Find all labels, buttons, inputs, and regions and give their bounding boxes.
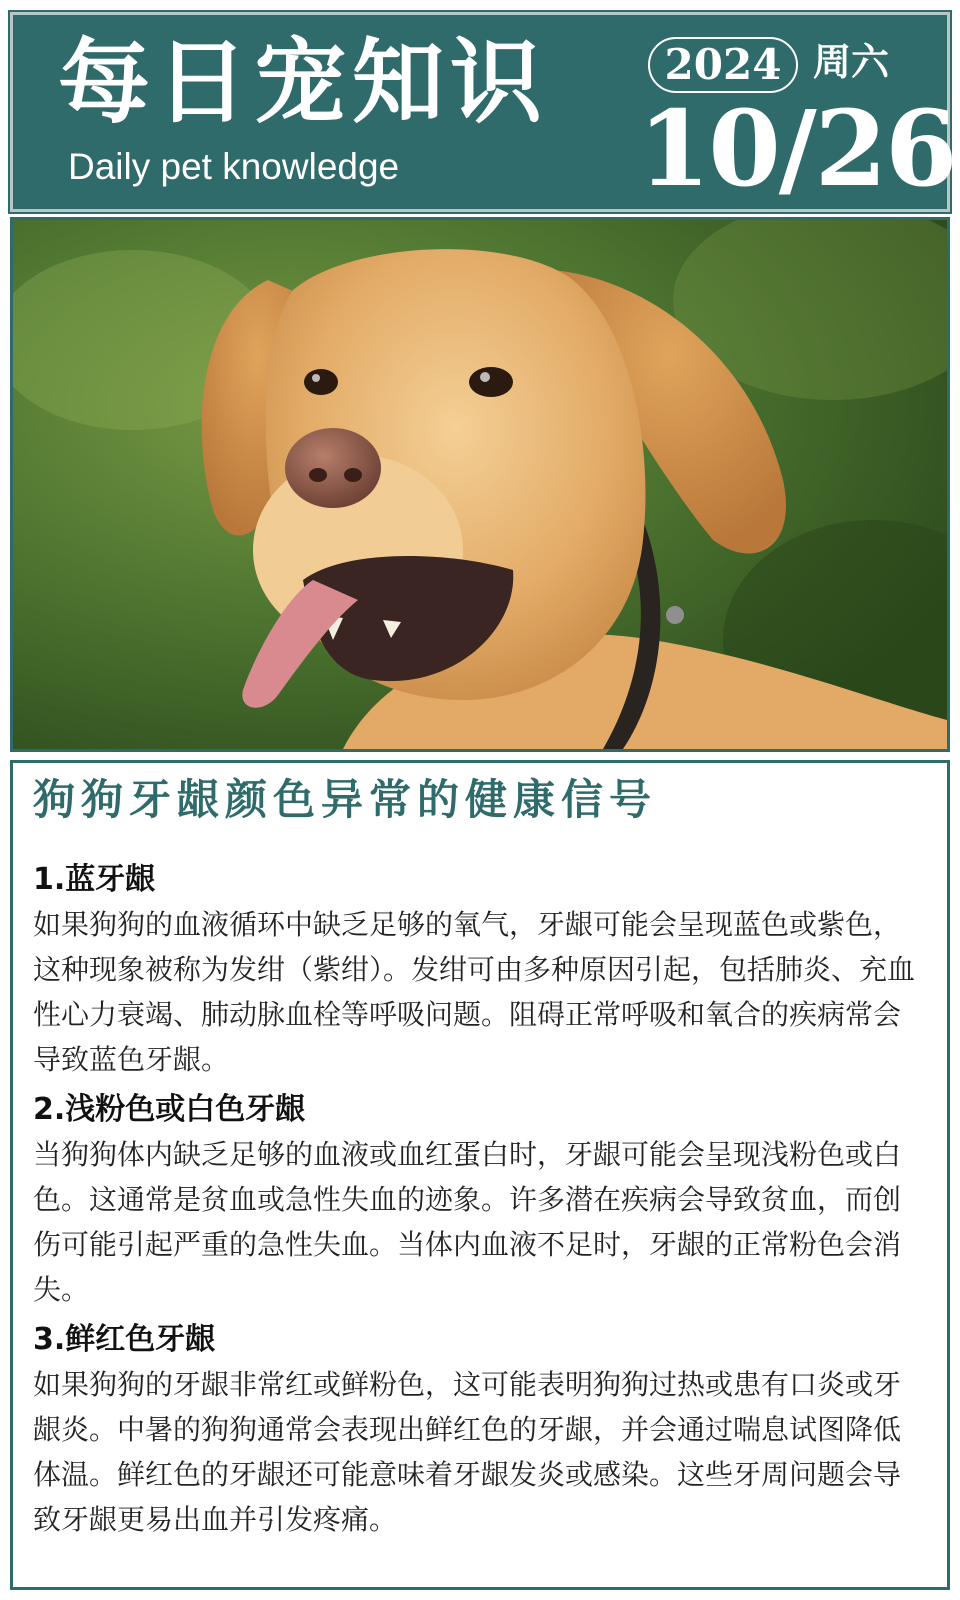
section-body: 当狗狗体内缺乏足够的血液或血红蛋白时，牙龈可能会呈现浅粉色或白色。这通常是贫血或急性失血的迹象。许多潜在疾病会导致贫血，而创伤可能引起严重的急性失血。当体内血液不足时，牙龈的正常粉色会消失。 bbox=[33, 1138, 902, 1306]
section-body: 如果狗狗的牙龈非常红或鲜粉色，这可能表明狗狗过热或患有口炎或牙龈炎。中暑的狗狗通常会表现出鲜红色的牙龈，并会通过喘息试图降低体温。鲜红色的牙龈还可能意味着牙龈发炎或感染。这些牙周问题会导致牙龈更易出血并引发疼痛。 bbox=[33, 1368, 902, 1536]
section-heading: 3.鲜红色牙龈 bbox=[33, 1322, 216, 1357]
article-panel bbox=[10, 760, 950, 1590]
date-display: 10/26 bbox=[638, 87, 956, 210]
article-sections bbox=[33, 858, 928, 1548]
section-heading: 2.浅粉色或白色牙龈 bbox=[33, 1092, 306, 1127]
article-title: 狗狗牙龈颜色异常的健康信号 bbox=[33, 775, 658, 824]
section-heading: 1.蓝牙龈 bbox=[33, 862, 156, 897]
labrador-illustration bbox=[13, 220, 947, 749]
header-banner bbox=[10, 12, 956, 212]
title-chinese: 每日宠知识 bbox=[58, 29, 549, 136]
section-body: 如果狗狗的血液循环中缺乏足够的氧气，牙龈可能会呈现蓝色或紫色，这种现象被称为发绀（紫绀）。发绀可由多种原因引起，包括肺炎、充血性心力衰竭、肺动脉血栓等呼吸问题。阻碍正常呼吸和氧合的疾病常会导致蓝色牙龈。 bbox=[33, 908, 916, 1076]
year-badge: 2024 bbox=[648, 37, 798, 93]
title-english: Daily pet knowledge bbox=[68, 146, 400, 187]
weekday-label: 周六 bbox=[813, 40, 890, 84]
dog-photo bbox=[10, 217, 950, 752]
